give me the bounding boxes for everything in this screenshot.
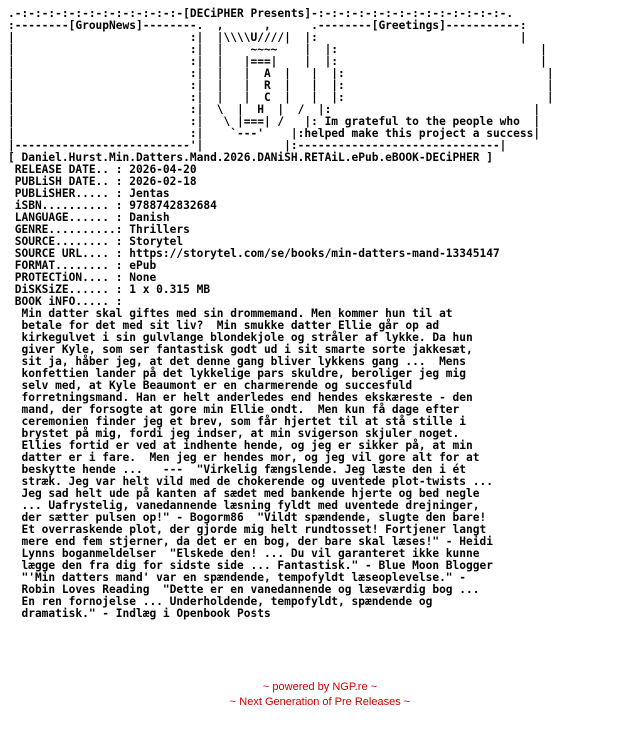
info-line-publish-date: PUBLiSH DATE.. : 2026-02-18: [8, 175, 197, 188]
nfo-header-art: .-:-:-:-:-:-:-:-:-:-:-:-:-[DECiPHER Presents]-:-:-:-:-:-:-:-:-:-:-:-:-:-:-. :--------[GroupNews]--------. , , .--------[Greetings]-----------: | :| |\\\\U////| |: | | :| | ~~~~ | |: | | :| | |===| | |: | | :| | | A | | |: | | :| | | R | | |: | | :| | | C | | |: | | :| \ | H | / |: | | :| \ |===| / |: Im grateful to the people who | | :| `---' |:helped make this project a success| |--------------------------'| |:------------------------------|: [8, 7, 554, 152]
info-line-publisher: PUBLiSHER..... : Jentas: [8, 187, 170, 200]
info-line-book-info: BOOK iNFO..... :: [8, 295, 123, 308]
footer-powered-by: ~ powered by NGP.re ~: [262, 681, 378, 693]
footer-tagline: ~ Next Generation of Pre Releases ~: [229, 696, 411, 708]
info-line-format: FORMAT........ : ePub: [8, 259, 157, 272]
release-title: [ Daniel.Hurst.Min.Datters.Mand.2026.DANiSH.RETAiL.ePub.eBOOK-DECiPHER ]: [8, 151, 493, 164]
info-line-isbn: iSBN.......... : 9788742832684: [8, 199, 217, 212]
info-line-source-url: SOURCE URL.... : https://storytel.com/se/books/min-datters-mand-13345147: [8, 247, 500, 260]
info-line-disksize: DiSKSiZE...... : 1 x 0.315 MB: [8, 283, 211, 296]
book-description: Min datter skal giftes med sin drommemand. Men kommer hun til at betale for det med sit liv? Min smukke datter Ellie går op ad kirkegulvet i sin gulvlange blondekjole og stråler af lykke. Da hun giver Kyle, som ser fantastisk godt ud i sit smarte sorte jakkesæt, sit ja, håber jeg, at det denne gang bliver lykkens gang ... Mens konfettien lander på det lykkelige pars skuldre, beroliger jeg mig selv med, at Kyle Beaumont er en charmerende og succesfuld forretningsmand. Han er helt anderledes end hendes ekskæreste - den mand, der forsogte at gore min Ellie ondt. Men kun få dage efter ceremonien finder jeg et brev, som får hjertet til at stå stille i brystet på mig, fordi jeg indser, at min svigerson skjuler noget. Ellies fortid er ved at indhente hende, og jeg er sikker på, at min datter er i fare. Men jeg er hendes mor, og jeg vil gore alt for at beskytte hende ... --- "Virkelig fængslende. Jeg læste den i ét stræk. Jeg var helt vild med de chokerende og uventede plot-twists ... Jeg sad helt ude på kanten af sædet med bankende hjerte og bed negle ... Uafrystelig, vanedannende læsning fyldt med uventede drejninger, der sætter pulsen op!" - Bogorm86 "Vildt spændende, slugte den bare! Et overraskende plot, der gjorde mig helt rundtosset! Fortjener langt mere end fem stjerner, da det er en bog, der bare skal læses!" - Heidi Lynns boganmeldelser "Elskede den! ... Du vil garanteret ikke kunne lægge den fra dig for sidste side ... Fantastisk." - Blue Moon Blogger "'Min datters mand' var en spændende, tempofyldt læseoplevelse." - Robin Loves Reading "Dette er en vanedannende og læseværdig bog ... En ren fornojelse ... Underholdende, tempofyldt, spændende og dramatisk." - Indlæg i Openbook Posts: [21, 307, 493, 620]
nfo-document: [8, 8, 554, 620]
info-line-release-date: RELEASE DATE.. : 2026-04-20: [8, 163, 197, 176]
info-line-language: LANGUAGE...... : Danish: [8, 211, 170, 224]
info-line-genre: GENRE..........: Thrillers: [8, 223, 190, 236]
info-line-protection: PROTECTiON.... : None: [8, 271, 157, 284]
info-line-source: SOURCE........ : Storytel: [8, 235, 184, 248]
